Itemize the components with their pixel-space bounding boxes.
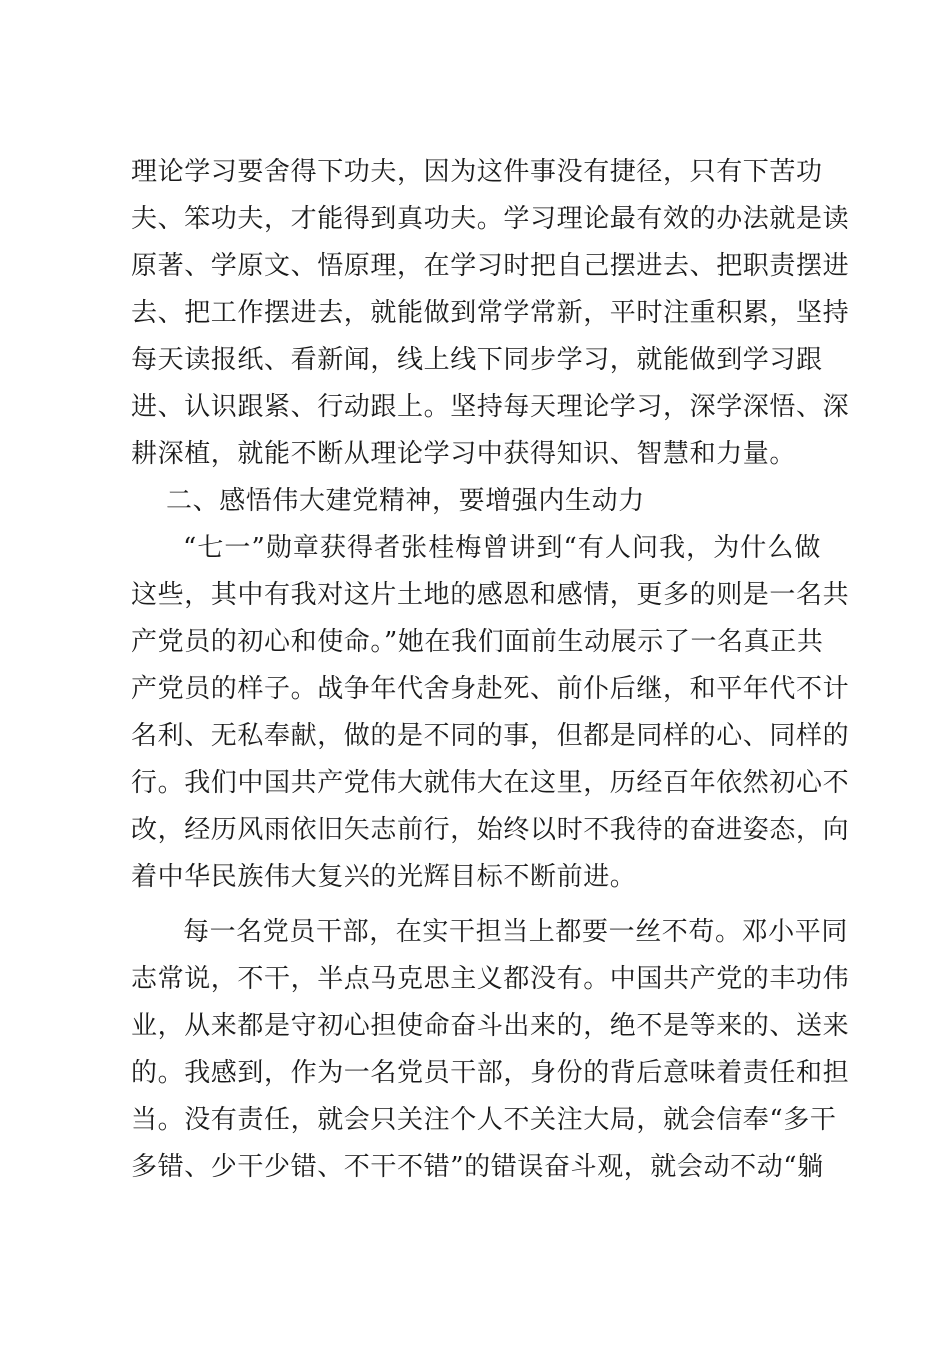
text-line: 进、认识跟紧、行动跟上。坚持每天理论学习，深学深悟、深 [131,392,850,422]
paragraph-theory-study [131,149,850,478]
text-line: 着中华民族伟大复兴的光辉目标不断前进。 [131,862,637,892]
text-line: 当。没有责任，就会只关注个人不关注大局，就会信奉“多干 [131,1105,837,1135]
text-line: 改，经历风雨依旧矢志前行，始终以时不我待的奋进姿态，向 [131,815,850,845]
text-line: 产党员的样子。战争年代舍身赴死、前仆后继，和平年代不计 [131,674,850,704]
text-line: 耕深植，就能不断从理论学习中获得知识、智慧和力量。 [131,439,797,469]
text-line: 的。我感到，作为一名党员干部，身份的背后意味着责任和担 [131,1058,850,1088]
text-line: 理论学习要舍得下功夫，因为这件事没有捷径，只有下苦功 [131,157,823,187]
document-body [131,149,850,1191]
section-heading: 二、感悟伟大建党精神，要增强内生动力 [166,486,645,516]
text-line: 每天读报纸、看新闻，线上线下同步学习，就能做到学习跟 [131,345,823,375]
text-line: 多错、少干少错、不干不错”的错误奋斗观，就会动不动“躺 [131,1152,824,1182]
text-line: 业，从来都是守初心担使命奋斗出来的，绝不是等来的、送来 [131,1011,850,1041]
paragraph-party-cadres [131,909,850,1191]
text-line: 行。我们中国共产党伟大就伟大在这里，历经百年依然初心不 [131,768,850,798]
paragraph-zhang-guimei [131,525,850,901]
text-line: “七一”勋章获得者张桂梅曾讲到“有人问我，为什么做 [183,533,821,563]
text-line: 夫、笨功夫，才能得到真功夫。学习理论最有效的办法就是读 [131,204,850,234]
text-line: 原著、学原文、悟原理，在学习时把自己摆进去、把职责摆进 [131,251,850,281]
text-line: 去、把工作摆进去，就能做到常学常新，平时注重积累，坚持 [131,298,850,328]
text-line: 名利、无私奉献，做的是不同的事，但都是同样的心、同样的 [131,721,850,751]
paragraph-spacer [131,901,821,909]
text-line: 产党员的初心和使命。”她在我们面前生动展示了一名真正共 [131,627,824,657]
text-line: 每一名党员干部，在实干担当上都要一丝不苟。邓小平同 [183,917,849,947]
text-line: 志常说，不干，半点马克思主义都没有。中国共产党的丰功伟 [131,964,850,994]
text-line: 这些，其中有我对这片土地的感恩和感情，更多的则是一名共 [131,580,850,610]
